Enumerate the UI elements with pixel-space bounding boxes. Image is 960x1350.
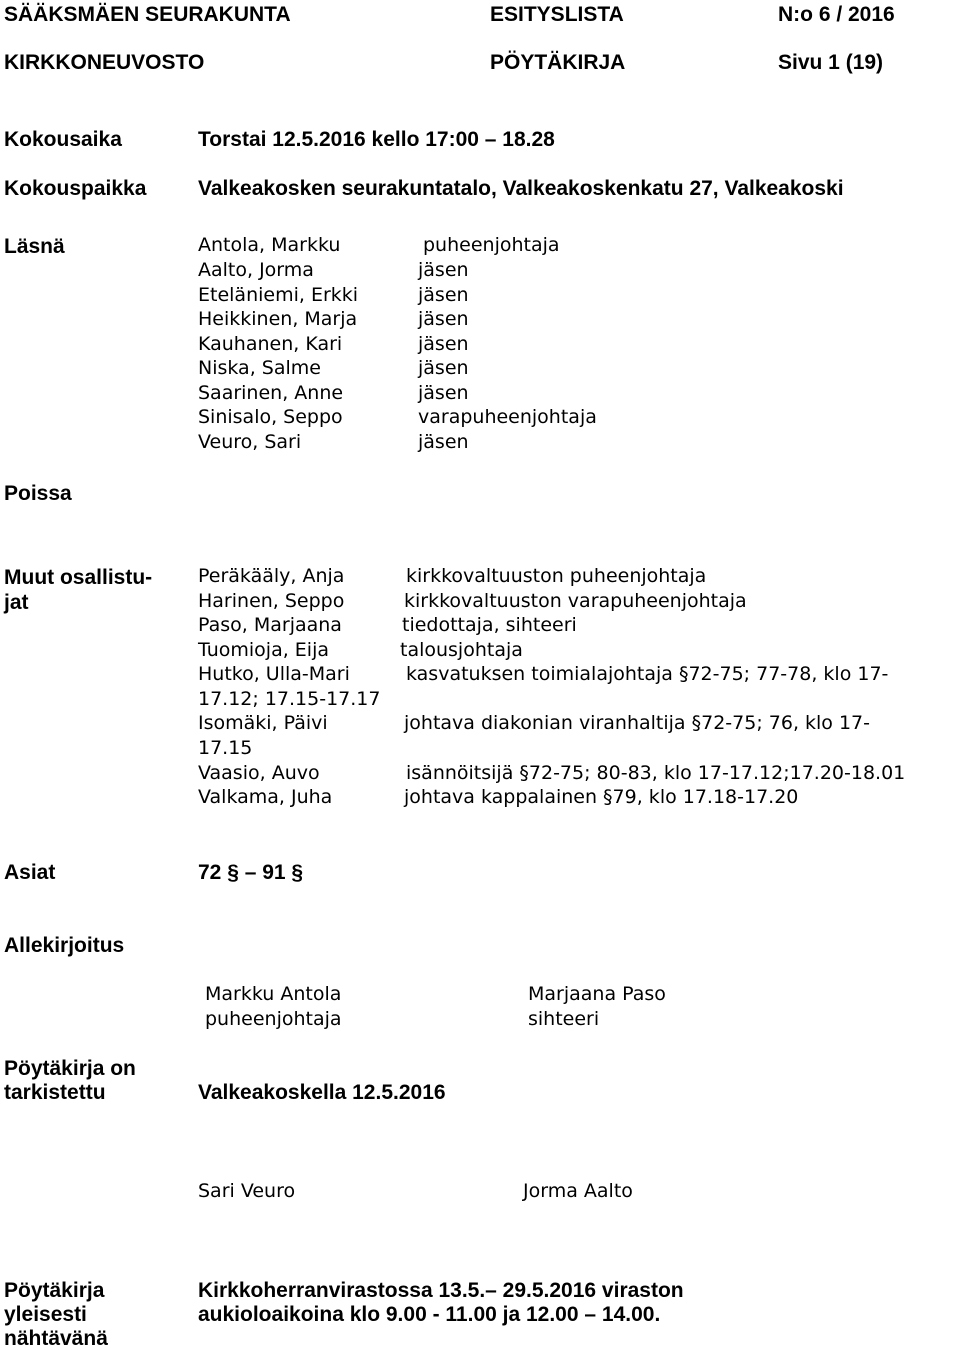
participant-role: kasvatuksen toimialajohtaja §72-75; 77-78, klo 17- xyxy=(406,663,889,685)
checked-value: Valkeakoskella 12.5.2016 xyxy=(198,1081,446,1104)
member-role: jäsen xyxy=(418,357,469,379)
page-number: Sivu 1 (19) xyxy=(778,51,884,74)
others-label-line1: Muut osallistu- xyxy=(4,566,153,589)
display-label-line2: yleisesti xyxy=(4,1303,87,1326)
member-role: varapuheenjohtaja xyxy=(418,406,597,428)
participant-name: Harinen, Seppo xyxy=(198,590,345,612)
member-role: jäsen xyxy=(418,259,469,281)
member-name: Aalto, Jorma xyxy=(198,259,314,281)
member-role: jäsen xyxy=(418,382,469,404)
member-role: jäsen xyxy=(418,333,469,355)
member-name: Niska, Salme xyxy=(198,357,321,379)
meeting-place-value: Valkeakosken seurakuntatalo, Valkeakoskenkatu 27, Valkeakoski xyxy=(198,177,844,200)
meeting-place-label: Kokouspaikka xyxy=(4,177,147,200)
signer2-name: Marjaana Paso xyxy=(528,983,666,1005)
participant-role: kirkkovaltuuston puheenjohtaja xyxy=(406,565,707,587)
participant-role: talousjohtaja xyxy=(400,639,523,661)
member-role: jäsen xyxy=(418,431,469,453)
checked-label-line2: tarkistettu xyxy=(4,1081,106,1104)
absent-label: Poissa xyxy=(4,482,72,505)
matters-label: Asiat xyxy=(4,861,56,884)
participant-name: Vaasio, Auvo xyxy=(198,762,320,784)
member-name: Heikkinen, Marja xyxy=(198,308,358,330)
participant-name: Peräkääly, Anja xyxy=(198,565,345,587)
governing-body: KIRKKONEUVOSTO xyxy=(4,51,205,74)
participant-role: johtava kappalainen §79, klo 17.18-17.20 xyxy=(404,786,799,808)
member-name: Kauhanen, Kari xyxy=(198,333,343,355)
member-name: Antola, Markku xyxy=(198,234,341,256)
participant-role-continuation: 17.15 xyxy=(198,737,253,759)
member-role: jäsen xyxy=(418,284,469,306)
signature-label: Allekirjoitus xyxy=(4,934,125,957)
participant-role: isännöitsijä §72-75; 80-83, klo 17-17.12;17.20-18.01 xyxy=(406,762,906,784)
doc-type: ESITYSLISTA xyxy=(490,3,624,26)
doc-number: N:o 6 / 2016 xyxy=(778,3,895,26)
member-name: Sinisalo, Seppo xyxy=(198,406,343,428)
display-label-line3: nähtävänä xyxy=(4,1327,108,1350)
signer2-role: sihteeri xyxy=(528,1008,600,1030)
participant-name: Paso, Marjaana xyxy=(198,614,342,636)
participant-role-continuation: 17.12; 17.15-17.17 xyxy=(198,688,381,710)
participant-role: johtava diakonian viranhaltija §72-75; 76, klo 17- xyxy=(404,712,871,734)
member-role: jäsen xyxy=(418,308,469,330)
member-name: Eteläniemi, Erkki xyxy=(198,284,359,306)
checker1-name: Sari Veuro xyxy=(198,1180,296,1202)
signer1-role: puheenjohtaja xyxy=(205,1008,342,1030)
checker2-name: Jorma Aalto xyxy=(523,1180,633,1202)
org-name: SÄÄKSMÄEN SEURAKUNTA xyxy=(4,3,291,26)
participant-role: kirkkovaltuuston varapuheenjohtaja xyxy=(404,590,747,612)
matters-value: 72 § – 91 § xyxy=(198,861,304,884)
display-value-line1: Kirkkoherranvirastossa 13.5.– 29.5.2016 viraston xyxy=(198,1279,684,1302)
participant-name: Tuomioja, Eija xyxy=(198,639,330,661)
doc-type-minutes: PÖYTÄKIRJA xyxy=(490,51,626,74)
present-label: Läsnä xyxy=(4,235,65,258)
participant-role: tiedottaja, sihteeri xyxy=(402,614,577,636)
others-label-line2: jat xyxy=(4,591,29,614)
member-role: puheenjohtaja xyxy=(423,234,560,256)
meeting-time-label: Kokousaika xyxy=(4,128,122,151)
participant-name: Hutko, Ulla-Mari xyxy=(198,663,350,685)
checked-label-line1: Pöytäkirja on xyxy=(4,1057,136,1080)
participant-name: Valkama, Juha xyxy=(198,786,333,808)
member-name: Veuro, Sari xyxy=(198,431,302,453)
meeting-time-value: Torstai 12.5.2016 kello 17:00 – 18.28 xyxy=(198,128,555,151)
display-label-line1: Pöytäkirja xyxy=(4,1279,105,1302)
member-name: Saarinen, Anne xyxy=(198,382,344,404)
signer1-name: Markku Antola xyxy=(205,983,342,1005)
display-value-line2: aukioloaikoina klo 9.00 - 11.00 ja 12.00 – 14.00. xyxy=(198,1303,661,1326)
participant-name: Isomäki, Päivi xyxy=(198,712,328,734)
